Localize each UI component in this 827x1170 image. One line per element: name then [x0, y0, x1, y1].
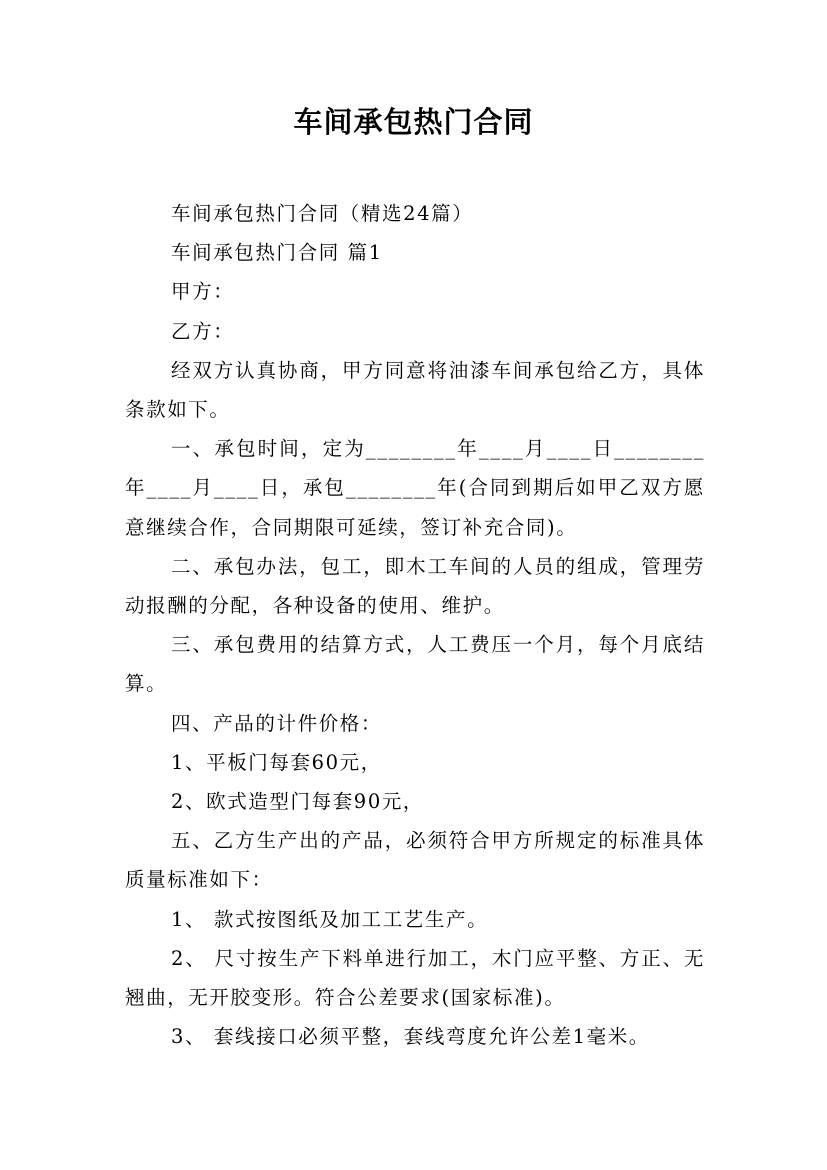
paragraph-clause-4: 四、产品的计件价格：: [171, 711, 383, 735]
paragraph-price-1: 1、平板门每套60元，: [171, 750, 382, 774]
paragraph-section-heading: 车间承包热门合同 篇1: [171, 241, 383, 265]
paragraph-clause-5: 五、乙方生产出的产品，必须符合甲方所规定的标准具体质量标准如下：: [125, 829, 705, 892]
paragraph-clause-1: 一、承包时间，定为________年____月____日________年____月____日，承包________年(合同到期后如甲乙双方愿意继续合作，合同期限可延续，签订补充合同)。: [125, 437, 705, 539]
paragraph-price-2: 2、欧式造型门每套90元，: [171, 790, 425, 814]
paragraph-party-b: 乙方：: [171, 319, 235, 343]
paragraph-subtitle: 车间承包热门合同（精选24篇）: [171, 202, 474, 225]
paragraph-standard-2: 2、 尺寸按生产下料单进行加工，木门应平整、方正、无翘曲，无开胶变形。符合公差要求(国家标准)。: [125, 946, 705, 1010]
paragraph-party-a: 甲方：: [171, 280, 235, 304]
paragraph-standard-3: 3、 套线接口必须平整，套线弯度允许公差1毫米。: [171, 1025, 650, 1049]
document-body: [125, 194, 705, 1056]
paragraph-standard-1: 1、 款式按图纸及加工工艺生产。: [171, 907, 489, 931]
paragraph-intro: 经双方认真协商，甲方同意将油漆车间承包给乙方，具体条款如下。: [125, 358, 705, 422]
document-title: 车间承包热门合同: [293, 105, 534, 139]
paragraph-clause-2: 二、承包办法，包工，即木工车间的人员的组成，管理劳动报酬的分配，各种设备的使用、维护。: [125, 554, 705, 618]
paragraph-clause-3: 三、承包费用的结算方式，人工费压一个月，每个月底结算。: [125, 633, 705, 696]
